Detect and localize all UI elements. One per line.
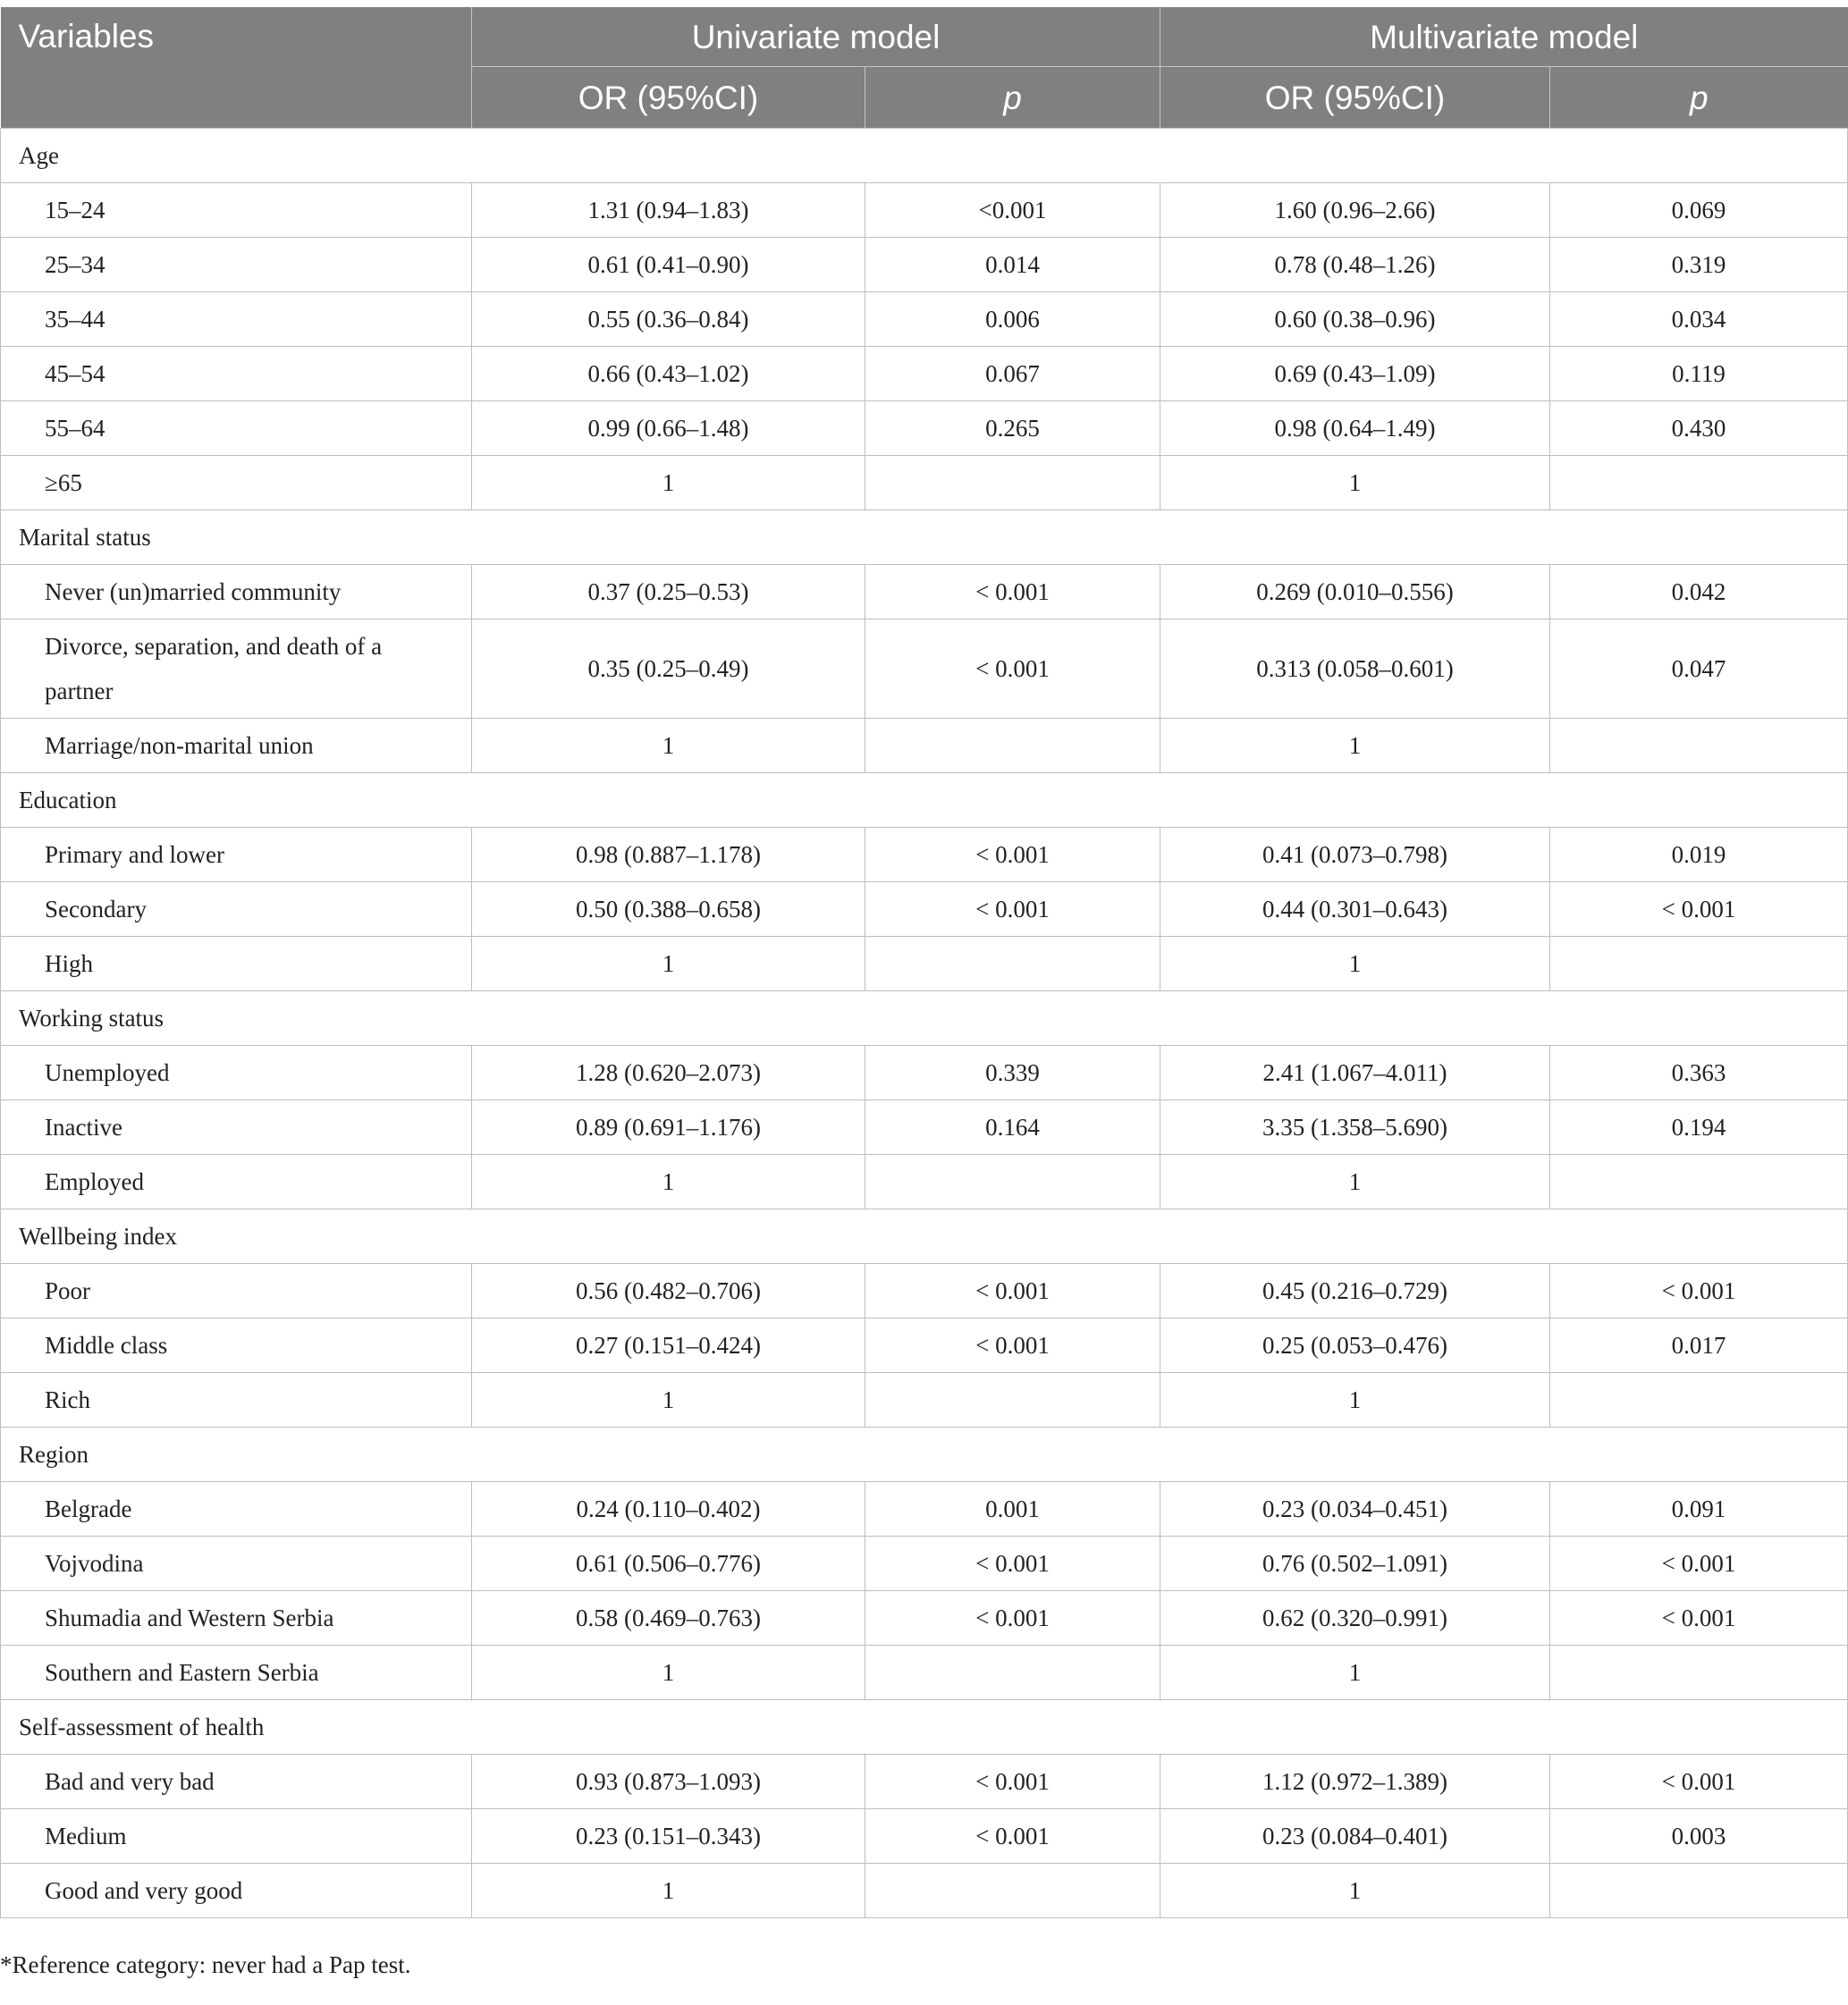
univariate-or-cell: 0.24 (0.110–0.402) — [472, 1482, 865, 1537]
univariate-or-cell: 0.37 (0.25–0.53) — [472, 565, 865, 619]
univariate-p-cell: < 0.001 — [865, 828, 1160, 882]
table-container — [0, 7, 1847, 1918]
multivariate-or-cell: 0.44 (0.301–0.643) — [1160, 882, 1550, 937]
header-row-groups — [1, 7, 1848, 67]
multivariate-p-cell: 0.363 — [1550, 1046, 1848, 1100]
table-row — [1, 565, 1848, 619]
row-label: Employed — [1, 1155, 472, 1209]
multivariate-p-cell: < 0.001 — [1550, 882, 1848, 937]
univariate-p-header: p — [865, 67, 1160, 129]
table-header — [1, 7, 1848, 129]
univariate-or-cell: 0.58 (0.469–0.763) — [472, 1591, 865, 1646]
multivariate-p-cell — [1550, 1646, 1848, 1700]
univariate-or-cell: 0.61 (0.506–0.776) — [472, 1537, 865, 1591]
multivariate-or-cell: 0.23 (0.034–0.451) — [1160, 1482, 1550, 1537]
row-label: 35–44 — [1, 292, 472, 347]
multivariate-or-cell: 0.98 (0.64–1.49) — [1160, 401, 1550, 456]
univariate-p-cell: < 0.001 — [865, 1264, 1160, 1318]
univariate-p-cell: < 0.001 — [865, 1755, 1160, 1809]
multivariate-or-cell: 0.25 (0.053–0.476) — [1160, 1318, 1550, 1373]
table-row — [1, 292, 1848, 347]
multivariate-p-cell: 0.017 — [1550, 1318, 1848, 1373]
table-row — [1, 456, 1848, 510]
multivariate-or-cell: 0.69 (0.43–1.09) — [1160, 347, 1550, 401]
table-body — [1, 129, 1848, 1918]
table-row — [1, 1864, 1848, 1918]
row-label: Shumadia and Western Serbia — [1, 1591, 472, 1646]
multivariate-or-cell: 0.45 (0.216–0.729) — [1160, 1264, 1550, 1318]
multivariate-or-cell: 0.60 (0.38–0.96) — [1160, 292, 1550, 347]
multivariate-or-cell: 2.41 (1.067–4.011) — [1160, 1046, 1550, 1100]
univariate-or-cell: 0.93 (0.873–1.093) — [472, 1755, 865, 1809]
multivariate-or-cell: 1 — [1160, 719, 1550, 773]
univariate-p-cell — [865, 456, 1160, 510]
univariate-or-header: OR (95%CI) — [472, 67, 865, 129]
row-label: Middle class — [1, 1318, 472, 1373]
section-row — [1, 129, 1848, 183]
section-title: Marital status — [1, 510, 1848, 565]
table-row — [1, 1482, 1848, 1537]
univariate-p-cell: < 0.001 — [865, 1809, 1160, 1864]
univariate-p-cell: <0.001 — [865, 183, 1160, 238]
univariate-or-cell: 0.61 (0.41–0.90) — [472, 238, 865, 292]
univariate-or-cell: 0.35 (0.25–0.49) — [472, 619, 865, 719]
row-label: 45–54 — [1, 347, 472, 401]
table-row — [1, 937, 1848, 991]
results-table — [0, 7, 1848, 1918]
table-row — [1, 1373, 1848, 1428]
row-label: Inactive — [1, 1100, 472, 1155]
multivariate-p-cell: 0.069 — [1550, 183, 1848, 238]
univariate-p-cell — [865, 1373, 1160, 1428]
section-row — [1, 1428, 1848, 1482]
row-label: Medium — [1, 1809, 472, 1864]
multivariate-p-cell: 0.034 — [1550, 292, 1848, 347]
multivariate-p-cell: < 0.001 — [1550, 1264, 1848, 1318]
univariate-or-cell: 1.31 (0.94–1.83) — [472, 183, 865, 238]
row-label: Poor — [1, 1264, 472, 1318]
univariate-header: Univariate model — [472, 7, 1160, 67]
table-row — [1, 828, 1848, 882]
row-label: 15–24 — [1, 183, 472, 238]
row-label: Bad and very bad — [1, 1755, 472, 1809]
multivariate-header: Multivariate model — [1160, 7, 1848, 67]
row-label: Unemployed — [1, 1046, 472, 1100]
multivariate-p-cell: 0.119 — [1550, 347, 1848, 401]
univariate-p-cell: 0.001 — [865, 1482, 1160, 1537]
multivariate-or-cell: 0.23 (0.084–0.401) — [1160, 1809, 1550, 1864]
multivariate-p-cell: 0.003 — [1550, 1809, 1848, 1864]
multivariate-or-cell: 1.12 (0.972–1.389) — [1160, 1755, 1550, 1809]
multivariate-p-cell: 0.194 — [1550, 1100, 1848, 1155]
multivariate-p-cell: 0.319 — [1550, 238, 1848, 292]
table-row — [1, 1646, 1848, 1700]
section-title: Working status — [1, 991, 1848, 1046]
row-label: Never (un)married community — [1, 565, 472, 619]
multivariate-or-cell: 1 — [1160, 456, 1550, 510]
univariate-or-cell: 1 — [472, 1155, 865, 1209]
multivariate-p-cell — [1550, 1155, 1848, 1209]
univariate-or-cell: 0.27 (0.151–0.424) — [472, 1318, 865, 1373]
section-row — [1, 1700, 1848, 1755]
multivariate-p-cell: < 0.001 — [1550, 1537, 1848, 1591]
univariate-p-cell: 0.067 — [865, 347, 1160, 401]
univariate-p-cell — [865, 719, 1160, 773]
row-label: High — [1, 937, 472, 991]
section-title: Age — [1, 129, 1848, 183]
table-row — [1, 238, 1848, 292]
univariate-or-cell: 0.98 (0.887–1.178) — [472, 828, 865, 882]
multivariate-or-header: OR (95%CI) — [1160, 67, 1550, 129]
multivariate-p-cell: 0.019 — [1550, 828, 1848, 882]
table-row — [1, 1755, 1848, 1809]
multivariate-or-cell: 1 — [1160, 937, 1550, 991]
univariate-p-cell: 0.014 — [865, 238, 1160, 292]
section-row — [1, 773, 1848, 828]
table-row — [1, 1809, 1848, 1864]
table-row — [1, 401, 1848, 456]
multivariate-or-cell: 0.62 (0.320–0.991) — [1160, 1591, 1550, 1646]
univariate-or-cell: 1 — [472, 937, 865, 991]
multivariate-or-cell: 0.76 (0.502–1.091) — [1160, 1537, 1550, 1591]
multivariate-or-cell: 1 — [1160, 1864, 1550, 1918]
multivariate-p-cell: 0.430 — [1550, 401, 1848, 456]
variables-header: Variables — [1, 7, 472, 129]
multivariate-p-cell — [1550, 1864, 1848, 1918]
univariate-or-cell: 1 — [472, 456, 865, 510]
section-title: Wellbeing index — [1, 1209, 1848, 1264]
section-title: Region — [1, 1428, 1848, 1482]
univariate-or-cell: 0.55 (0.36–0.84) — [472, 292, 865, 347]
section-row — [1, 510, 1848, 565]
multivariate-p-cell: 0.091 — [1550, 1482, 1848, 1537]
univariate-or-cell: 0.89 (0.691–1.176) — [472, 1100, 865, 1155]
univariate-p-cell: 0.006 — [865, 292, 1160, 347]
univariate-p-cell: < 0.001 — [865, 1591, 1160, 1646]
multivariate-p-cell — [1550, 456, 1848, 510]
row-label: Good and very good — [1, 1864, 472, 1918]
row-label: Secondary — [1, 882, 472, 937]
univariate-or-cell: 1.28 (0.620–2.073) — [472, 1046, 865, 1100]
multivariate-or-cell: 1 — [1160, 1373, 1550, 1428]
multivariate-or-cell: 0.78 (0.48–1.26) — [1160, 238, 1550, 292]
univariate-p-cell — [865, 937, 1160, 991]
univariate-or-cell: 0.56 (0.482–0.706) — [472, 1264, 865, 1318]
table-row — [1, 347, 1848, 401]
univariate-p-cell: 0.164 — [865, 1100, 1160, 1155]
section-row — [1, 1209, 1848, 1264]
table-row — [1, 1046, 1848, 1100]
multivariate-p-cell: 0.042 — [1550, 565, 1848, 619]
univariate-p-cell: < 0.001 — [865, 1318, 1160, 1373]
table-row — [1, 1155, 1848, 1209]
section-title: Education — [1, 773, 1848, 828]
univariate-or-cell: 0.50 (0.388–0.658) — [472, 882, 865, 937]
table-row — [1, 882, 1848, 937]
table-row — [1, 1537, 1848, 1591]
section-title: Self-assessment of health — [1, 1700, 1848, 1755]
multivariate-or-cell: 1 — [1160, 1646, 1550, 1700]
row-label: Divorce, separation, and death of a partner — [1, 619, 472, 719]
multivariate-p-cell — [1550, 1373, 1848, 1428]
multivariate-p-header: p — [1550, 67, 1848, 129]
table-row — [1, 1264, 1848, 1318]
section-row — [1, 991, 1848, 1046]
table-row — [1, 1318, 1848, 1373]
univariate-or-cell: 1 — [472, 1864, 865, 1918]
univariate-p-cell: < 0.001 — [865, 882, 1160, 937]
univariate-p-cell — [865, 1864, 1160, 1918]
table-row — [1, 1591, 1848, 1646]
univariate-or-cell: 0.99 (0.66–1.48) — [472, 401, 865, 456]
row-label: 25–34 — [1, 238, 472, 292]
multivariate-p-cell — [1550, 719, 1848, 773]
multivariate-p-cell: < 0.001 — [1550, 1755, 1848, 1809]
multivariate-or-cell: 0.313 (0.058–0.601) — [1160, 619, 1550, 719]
table-row — [1, 1100, 1848, 1155]
multivariate-p-cell: < 0.001 — [1550, 1591, 1848, 1646]
univariate-p-cell: 0.339 — [865, 1046, 1160, 1100]
multivariate-or-cell: 1.60 (0.96–2.66) — [1160, 183, 1550, 238]
table-row — [1, 183, 1848, 238]
univariate-p-cell — [865, 1155, 1160, 1209]
multivariate-or-cell: 1 — [1160, 1155, 1550, 1209]
univariate-p-cell: 0.265 — [865, 401, 1160, 456]
table-row — [1, 619, 1848, 719]
univariate-p-cell — [865, 1646, 1160, 1700]
univariate-p-cell: < 0.001 — [865, 565, 1160, 619]
univariate-p-cell: < 0.001 — [865, 1537, 1160, 1591]
row-label: 55–64 — [1, 401, 472, 456]
row-label: ≥65 — [1, 456, 472, 510]
univariate-or-cell: 0.66 (0.43–1.02) — [472, 347, 865, 401]
multivariate-or-cell: 0.41 (0.073–0.798) — [1160, 828, 1550, 882]
univariate-or-cell: 1 — [472, 1373, 865, 1428]
table-footnote: *Reference category: never had a Pap test. — [0, 1951, 411, 1978]
multivariate-or-cell: 3.35 (1.358–5.690) — [1160, 1100, 1550, 1155]
multivariate-p-cell: 0.047 — [1550, 619, 1848, 719]
row-label: Primary and lower — [1, 828, 472, 882]
row-label: Southern and Eastern Serbia — [1, 1646, 472, 1700]
multivariate-or-cell: 0.269 (0.010–0.556) — [1160, 565, 1550, 619]
multivariate-p-cell — [1550, 937, 1848, 991]
row-label: Belgrade — [1, 1482, 472, 1537]
table-row — [1, 719, 1848, 773]
univariate-or-cell: 0.23 (0.151–0.343) — [472, 1809, 865, 1864]
row-label: Vojvodina — [1, 1537, 472, 1591]
row-label: Marriage/non-marital union — [1, 719, 472, 773]
univariate-or-cell: 1 — [472, 1646, 865, 1700]
univariate-or-cell: 1 — [472, 719, 865, 773]
row-label: Rich — [1, 1373, 472, 1428]
univariate-p-cell: < 0.001 — [865, 619, 1160, 719]
